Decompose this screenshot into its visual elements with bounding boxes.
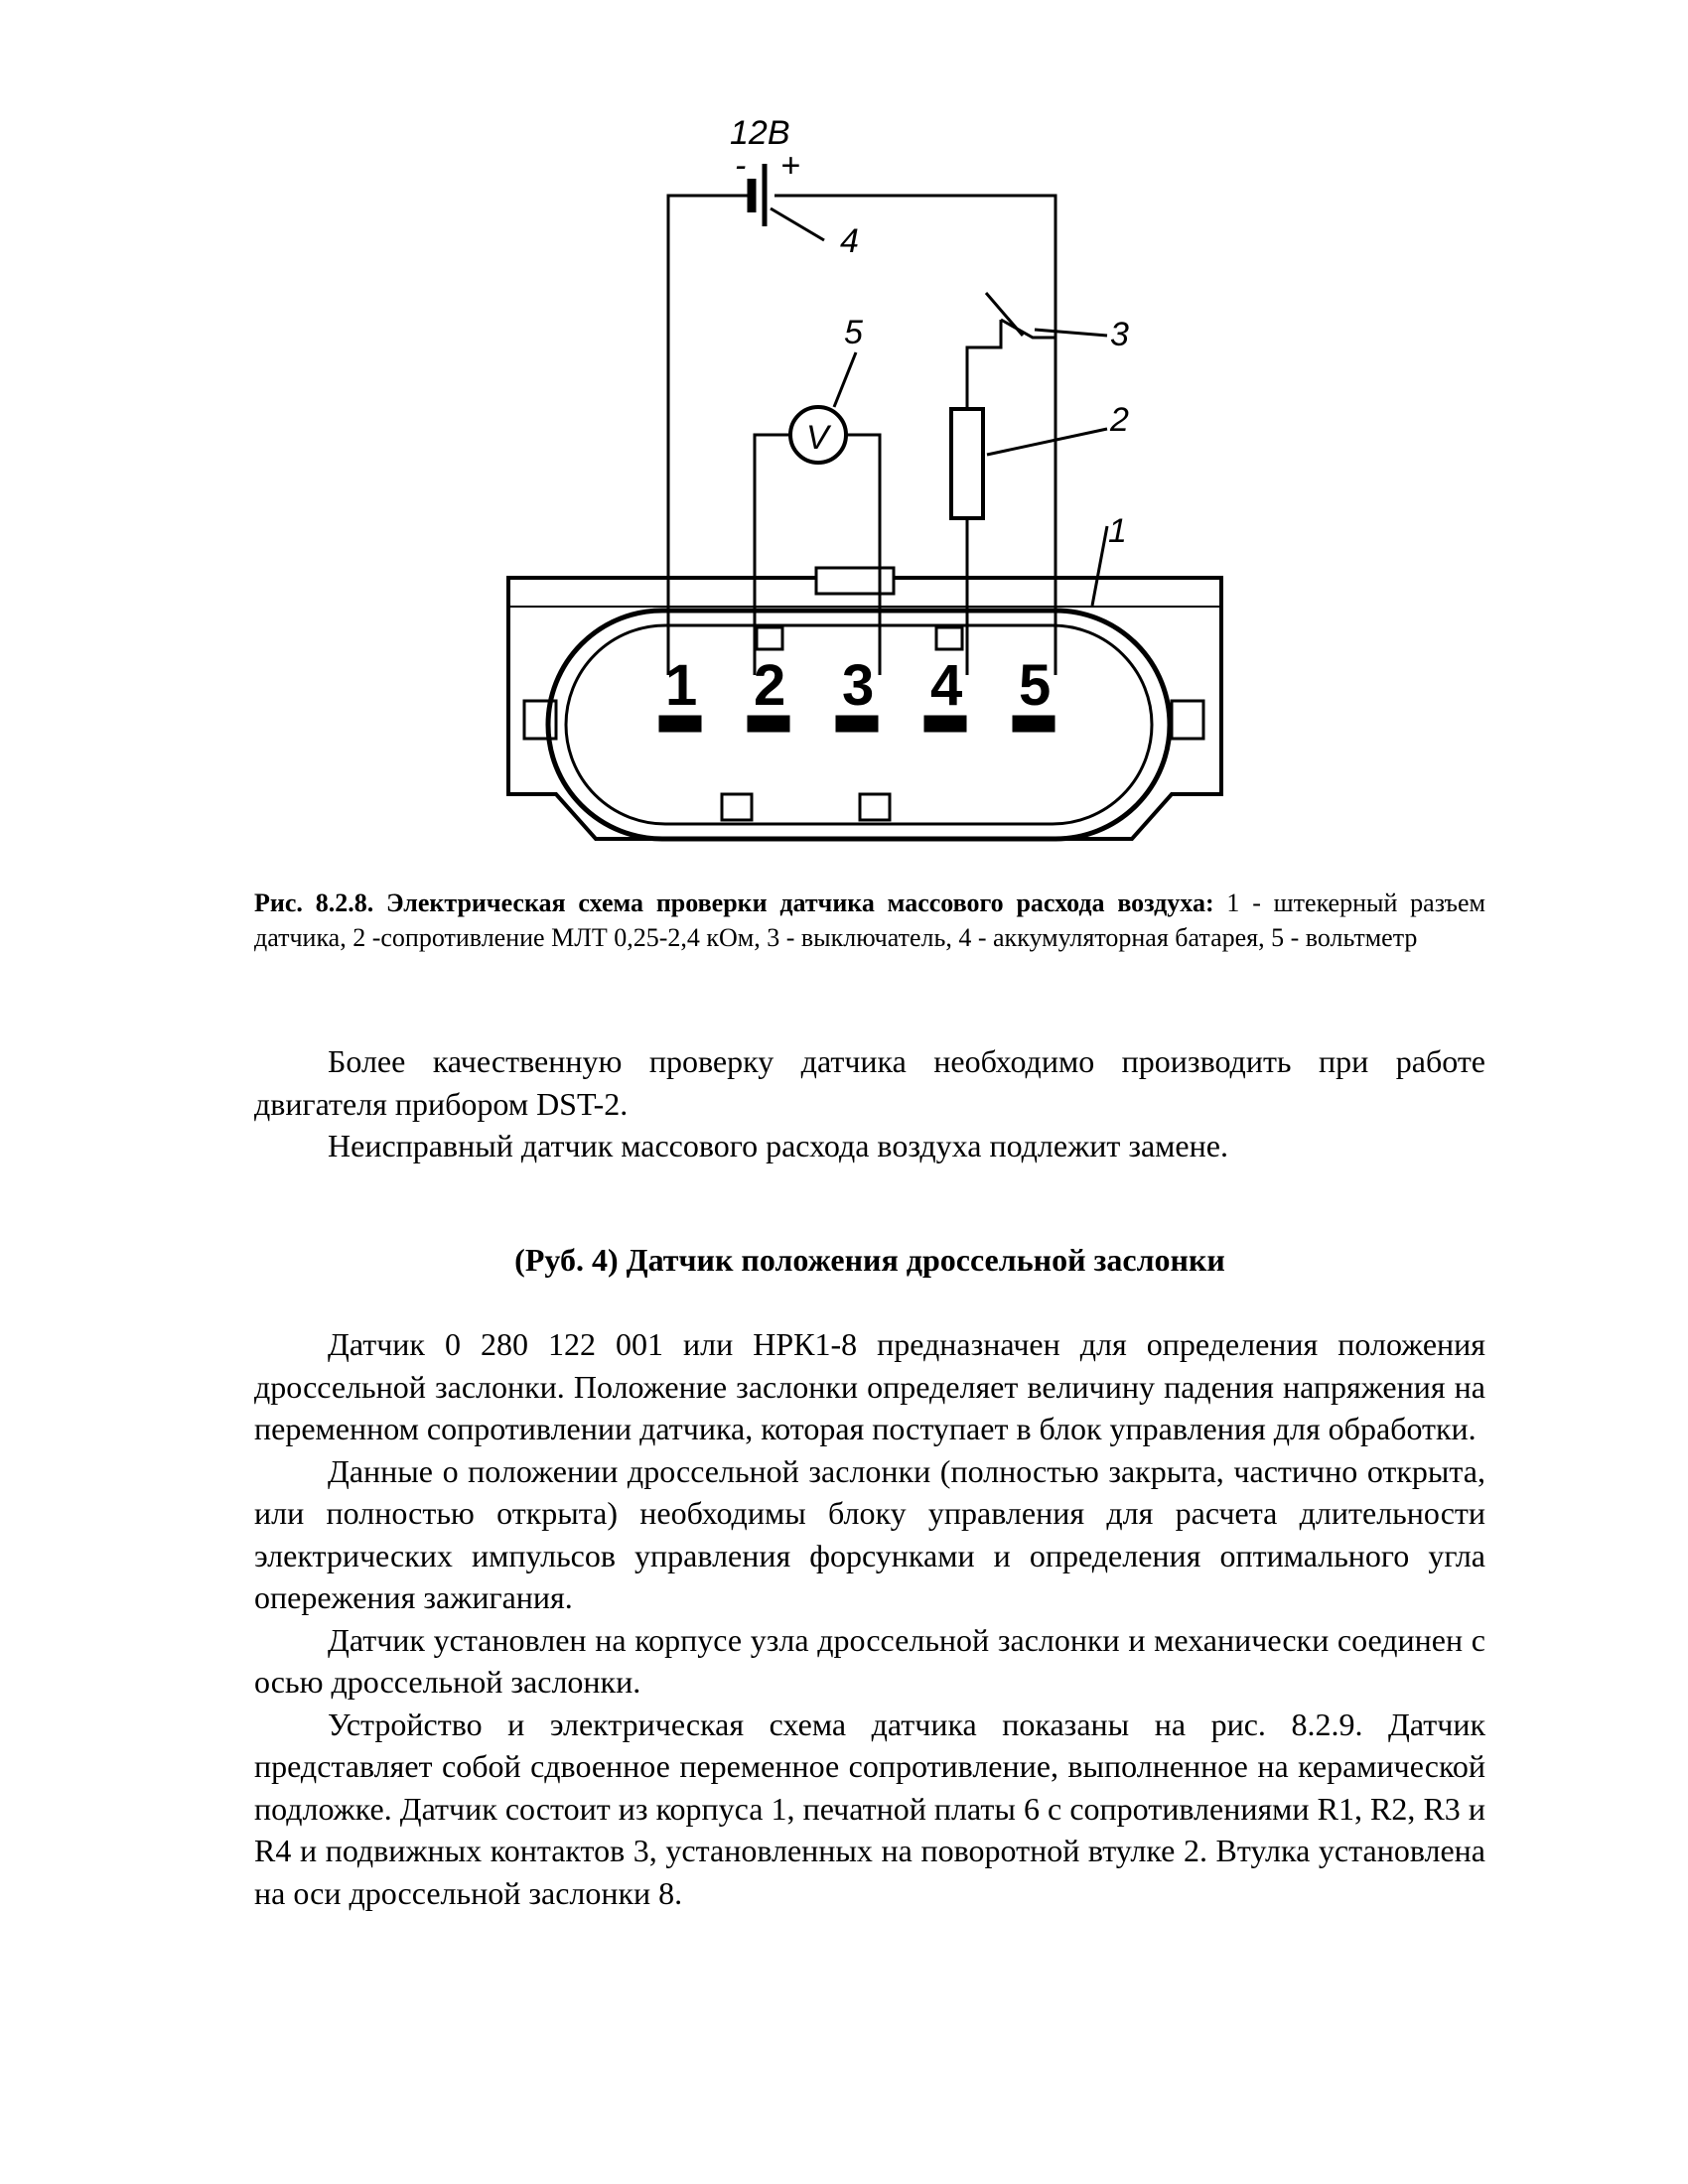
pin-label-2: 2: [754, 653, 786, 718]
callout-leader-2: [987, 429, 1107, 455]
callout-leader-4: [771, 208, 824, 240]
paragraph: Датчик установлен на корпусе узла дроссельной заслонки и механически соединен с осью дроссельной заслонки.: [254, 1621, 1485, 1700]
plus-sign: +: [780, 147, 800, 185]
figure-caption: [254, 886, 1485, 955]
switch-lever: [986, 293, 1023, 336]
pin-contact: [660, 717, 700, 731]
paragraph: Данные о положении дроссельной заслонки (полностью закрыта, частично открыта, или полностью открыта) необходимы блоку управления для расчета длительности электрических импульсов управления форсунками и определения оптимального угла опережения зажигания.: [254, 1452, 1485, 1615]
section-heading: (Руб. 4) Датчик положения дроссельной заслонки: [514, 1242, 1225, 1278]
callout-leader-3: [1035, 330, 1107, 336]
pin-label-5: 5: [1019, 653, 1052, 718]
callout-2: 2: [1110, 401, 1129, 439]
caption-title: Рис. 8.2.8. Электрическая схема проверки датчика массового расхода воздуха:: [254, 888, 1214, 917]
pin-label-1: 1: [665, 653, 698, 718]
callout-5: 5: [844, 314, 863, 351]
body-text-top: [254, 1040, 1485, 1167]
pin-contact: [1014, 717, 1054, 731]
voltage-label: 12В: [730, 114, 790, 152]
pin-contact: [749, 717, 788, 731]
pin-contact: [837, 717, 877, 731]
resistor-body: [951, 409, 983, 518]
callout-3: 3: [1110, 316, 1129, 353]
circuit-diagram-svg: [496, 109, 1231, 874]
callout-leader-5: [834, 352, 856, 407]
connector-latch: [816, 568, 894, 594]
callout-1: 1: [1108, 512, 1127, 550]
pin-contact: [925, 717, 965, 731]
body-text-bottom: [254, 1323, 1485, 1914]
paragraph: Более качественную проверку датчика необходимо производить при работе двигателя прибором DST-2.: [254, 1043, 1485, 1122]
wire-resistor-top: [967, 320, 1001, 409]
paragraph: Неисправный датчик массового расхода воздуха подлежит замене.: [328, 1128, 1228, 1163]
minus-sign: -: [735, 147, 747, 185]
voltmeter-symbol: V: [806, 419, 829, 457]
switch-blade: [1001, 320, 1055, 338]
paragraph: Датчик 0 280 122 001 или НРК1-8 предназначен для определения положения дроссельной заслонки. Положение заслонки определяет величину падения напряжения на переменном сопротивлении датчика, которая поступает в блок управления для обработки.: [254, 1326, 1485, 1446]
pin-label-4: 4: [930, 653, 963, 718]
paragraph: Устройство и электрическая схема датчика показаны на рис. 8.2.9. Датчик представляет собой сдвоенное переменное сопротивление, выполненное на керамической подложке. Датчик состоит из корпуса 1, печатной платы 6 с сопротивлениями R1, R2, R3 и R4 и подвижных контактов 3, установленных на поворотной втулке 2. Втулка установлена на оси дроссельной заслонки 8.: [254, 1706, 1485, 1911]
circuit-diagram: [496, 109, 1231, 874]
callout-4: 4: [840, 222, 859, 260]
caption-body: 1 - штекерный разъем датчика, 2 -сопротивление МЛТ 0,25-2,4 кОм, 3 - выключатель, 4 - аккумуляторная батарея, 5 - вольтметр: [254, 888, 1485, 952]
pin-label-3: 3: [842, 653, 875, 718]
